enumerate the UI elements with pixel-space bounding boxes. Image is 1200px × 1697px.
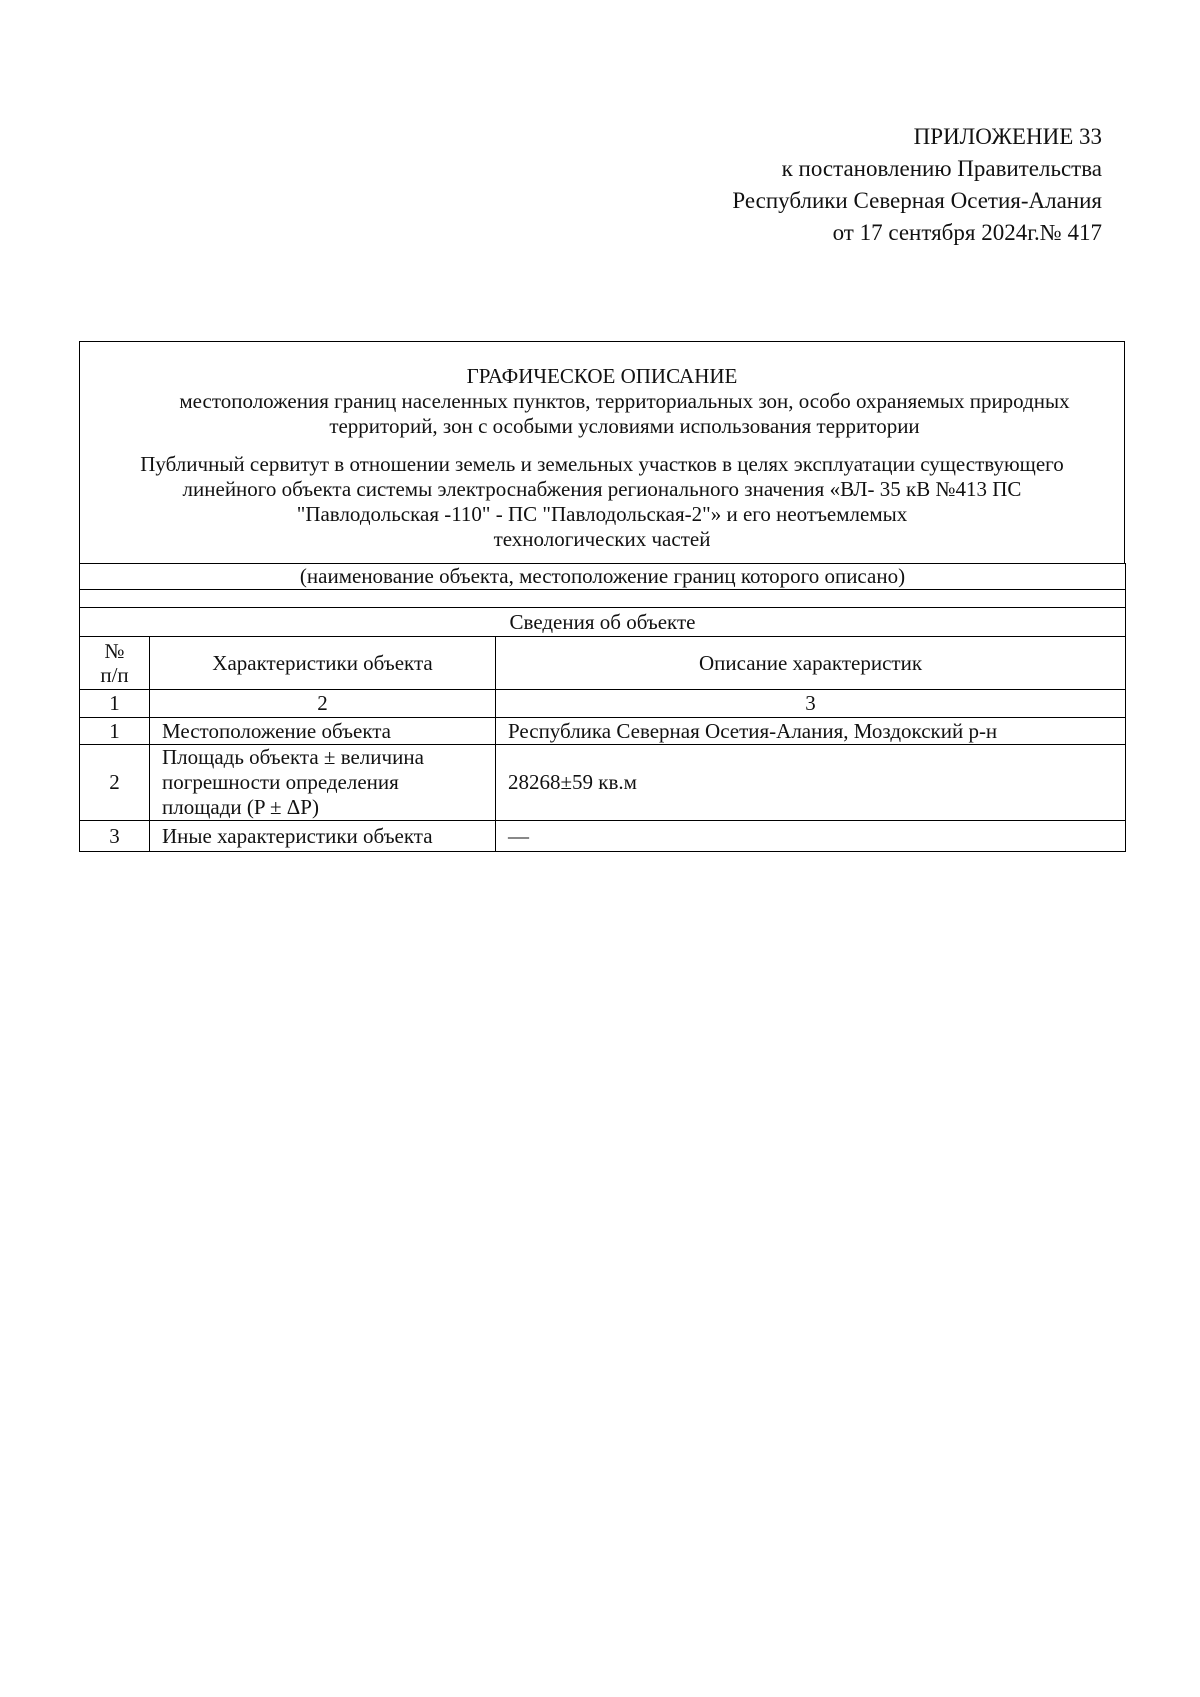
row-description: —: [496, 821, 1126, 852]
row-num: 1: [80, 718, 150, 745]
table-row: [80, 718, 1126, 745]
object-note: (наименование объекта, местоположение границ которого описано): [80, 564, 1126, 590]
object-name: [80, 452, 1124, 552]
object-name-line: линейного объекта системы электроснабжения регионального значения «ВЛ- 35 кВ №413 ПС: [182, 477, 1022, 501]
column-numbers-row: [80, 690, 1126, 718]
section-title-row: [80, 608, 1126, 637]
header-characteristic: Характеристики объекта: [150, 637, 496, 690]
appendix-block: [402, 121, 1102, 249]
object-info-table: [79, 563, 1126, 852]
row-characteristic: Местоположение объекта: [150, 718, 496, 745]
row-num: 2: [80, 745, 150, 821]
column-number: 1: [80, 690, 150, 718]
document-title: ГРАФИЧЕСКОЕ ОПИСАНИЕ: [466, 364, 738, 388]
table-header-row: [80, 637, 1126, 690]
appendix-title: ПРИЛОЖЕНИЕ 33: [913, 124, 1102, 149]
row-characteristic: Площадь объекта ± величина погрешности определения площади (P ± ΔP): [150, 745, 496, 821]
object-note-row: [80, 564, 1126, 590]
row-description: Республика Северная Осетия-Алания, Моздокский р-н: [496, 718, 1126, 745]
object-name-line: технологических частей: [493, 527, 711, 551]
subtitle-line: местоположения границ населенных пунктов, территориальных зон, особо охраняемых природных: [179, 389, 1070, 413]
blank-row: [80, 590, 1126, 608]
table-row: [80, 745, 1126, 821]
document-frame: [79, 341, 1125, 852]
object-name-line: Публичный сервитут в отношении земель и земельных участков в целях эксплуатации существующего: [140, 452, 1064, 476]
heading-block: [79, 341, 1125, 563]
header-description: Описание характеристик: [496, 637, 1126, 690]
row-description: 28268±59 кв.м: [496, 745, 1126, 821]
row-num: 3: [80, 821, 150, 852]
appendix-republic: Республики Северная Осетия-Алания: [732, 188, 1102, 213]
appendix-date: от 17 сентября 2024г.№ 417: [832, 220, 1102, 245]
column-number: 3: [496, 690, 1126, 718]
column-number: 2: [150, 690, 496, 718]
row-characteristic: Иные характеристики объекта: [150, 821, 496, 852]
header-num: № п/п: [80, 637, 150, 690]
appendix-resolution: к постановлению Правительства: [781, 156, 1102, 181]
subtitle-line: территорий, зон с особыми условиями использования территории: [329, 414, 920, 438]
table-row: [80, 821, 1126, 852]
section-title: Сведения об объекте: [80, 608, 1126, 637]
document-subtitle: [80, 389, 1124, 439]
object-name-line: "Павлодольская -110" - ПС "Павлодольская-2"» и его неотъемлемых: [296, 502, 908, 526]
